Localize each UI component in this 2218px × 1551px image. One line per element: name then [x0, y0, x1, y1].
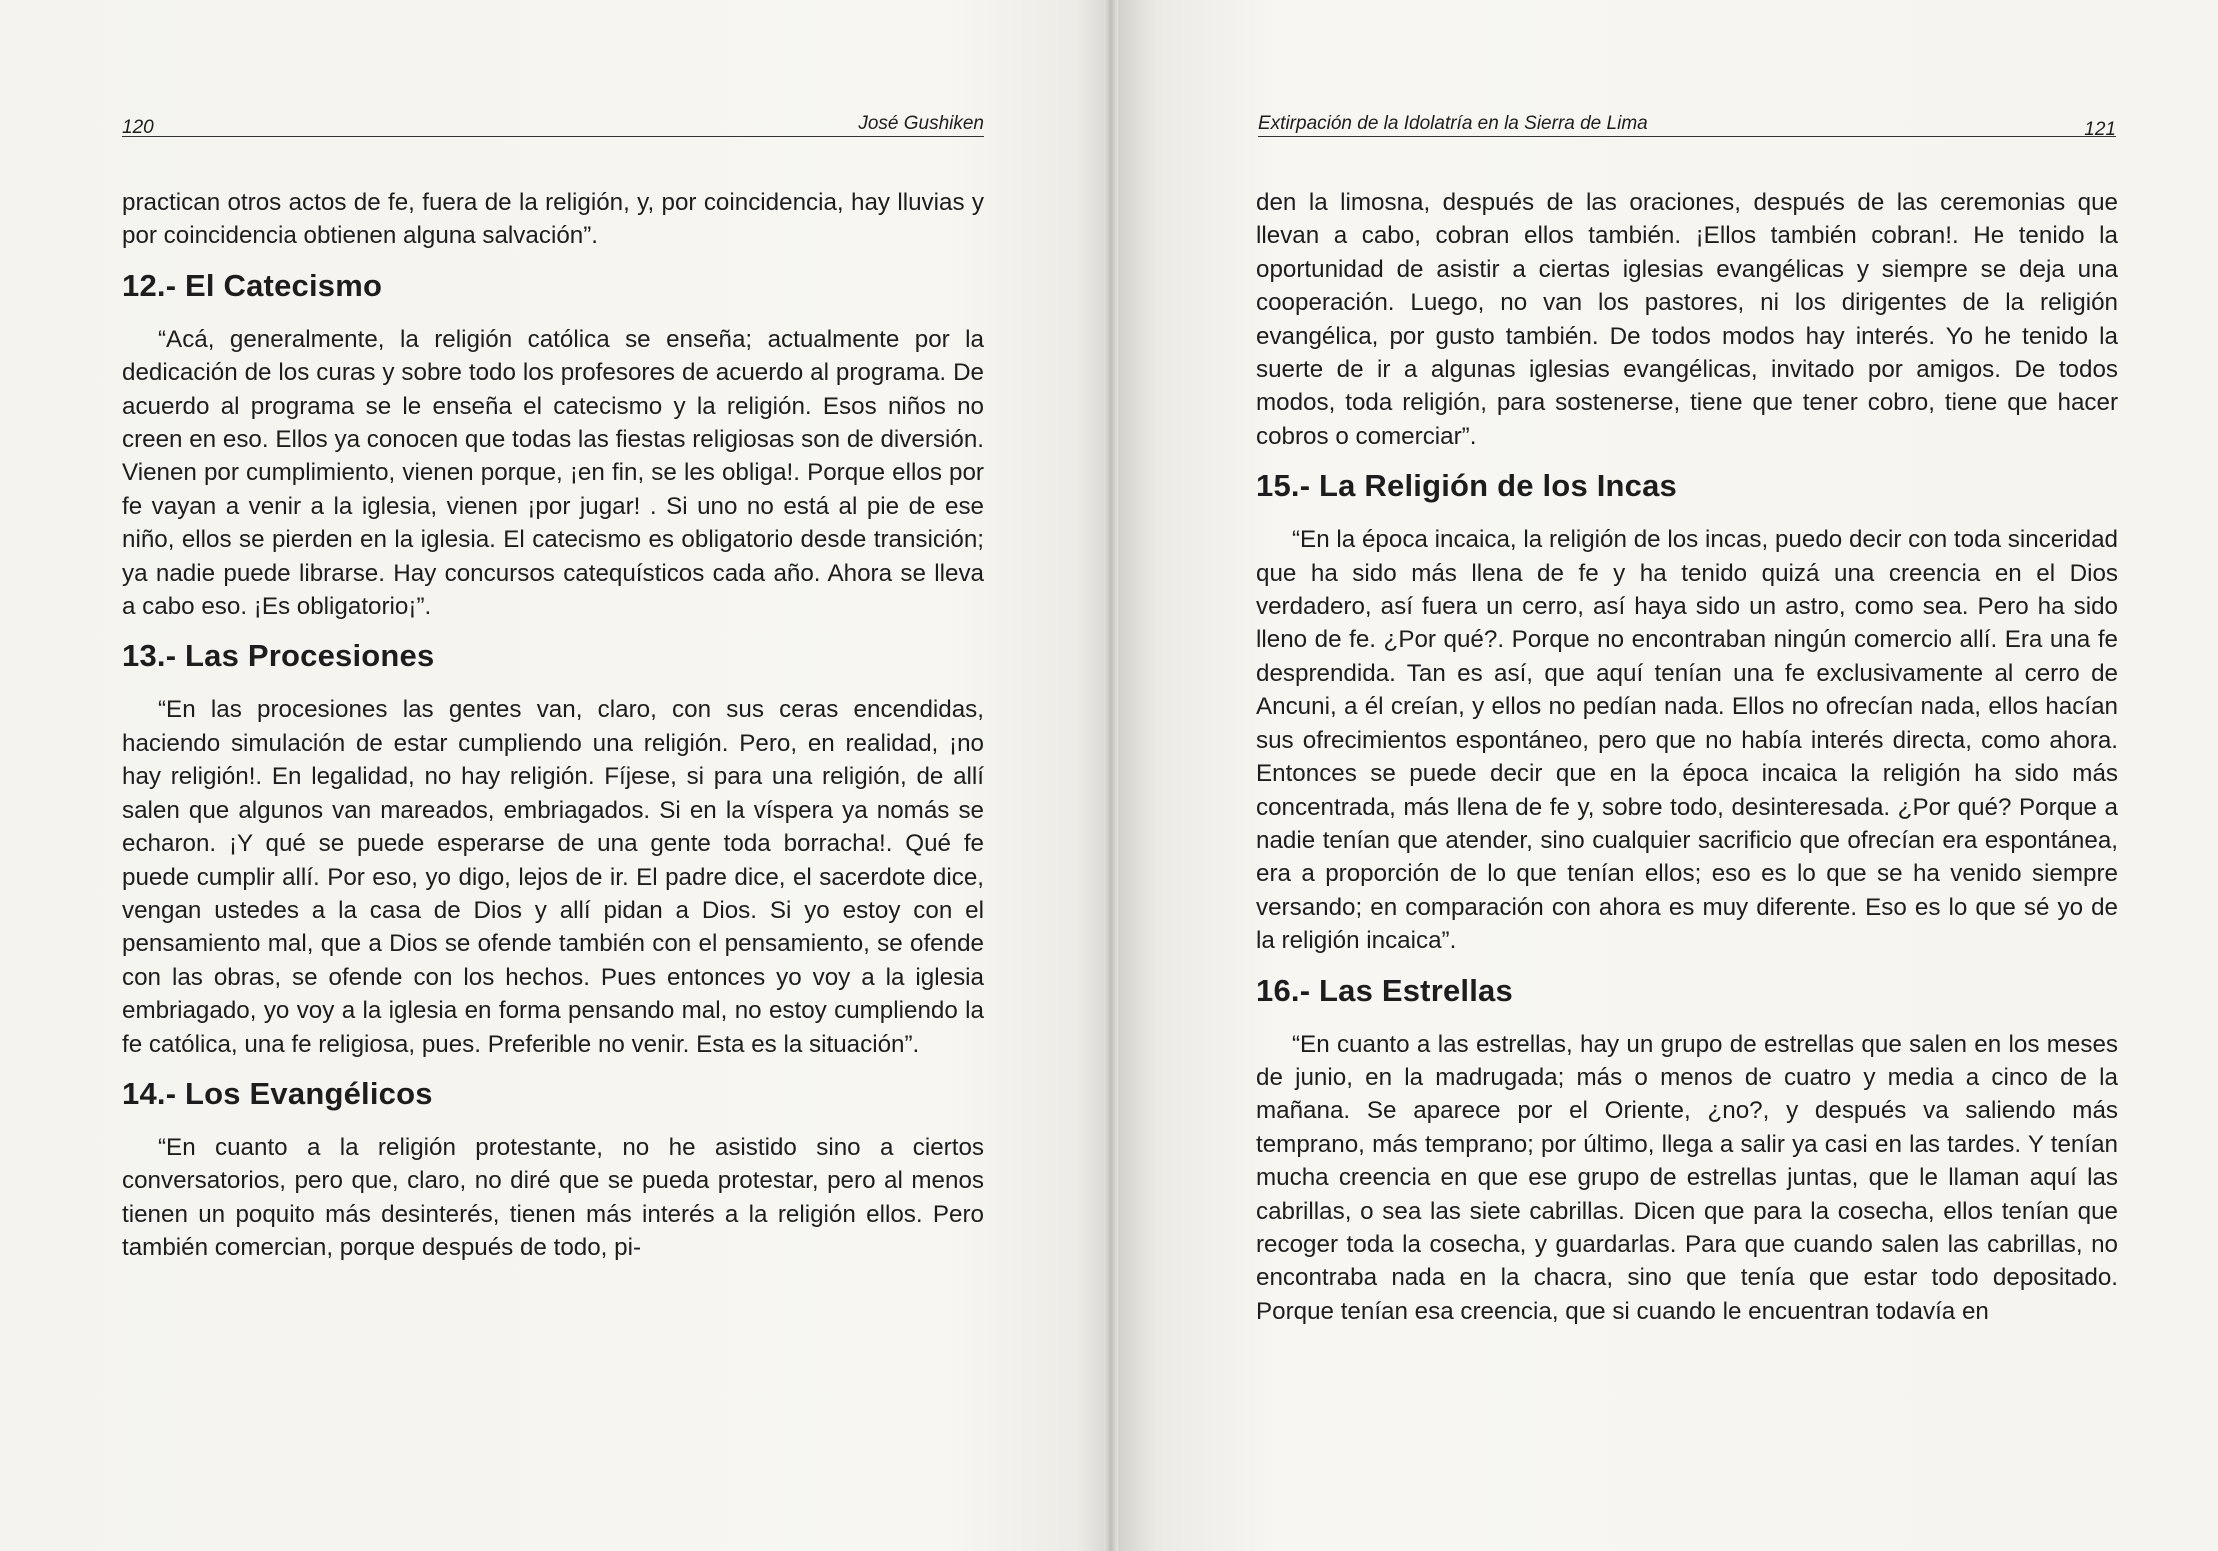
left-running-head	[122, 104, 984, 137]
right-running-head	[1258, 104, 2116, 140]
left-section-heading: 12.- El Catecismo	[122, 267, 383, 303]
left-page-number: 120	[122, 117, 154, 138]
right-running-head-title: Extirpación de la Idolatría en la Sierra de Lima	[1258, 113, 1648, 134]
right-page	[1112, 0, 2218, 1551]
right-section-heading: 16.- Las Estrellas	[1256, 972, 1513, 1008]
left-running-head-author: José Gushiken	[858, 113, 984, 134]
right-section-heading: 15.- La Religión de los Incas	[1256, 468, 1677, 504]
left-section-heading: 14.- Los Evangélicos	[122, 1075, 433, 1111]
book-gutter	[1104, 0, 1118, 1551]
left-paragraph: “Acá, generalmente, la religión católica se enseña; actualmente por la dedicación de los curas y sobre todo los profesores de acuerdo al programa. De acuerdo al programa se le enseña el catecismo y la religión. Esos niños no creen en eso. Ellos ya conocen que todas las fiestas religiosas son de diversión. Vienen por cumplimiento, vienen porque, ¡en fin, se les obliga!. Porque ellos por fe vayan a venir a la iglesia, vienen ¡por jugar! . Si uno no está al pie de ese niño, ellos se pierden en la iglesia. El catecismo es obligatorio desde transición; ya nadie puede librarse. Hay concursos catequísticos cada año. Ahora se lleva a cabo eso. ¡Es obligatorio¡”.	[122, 325, 984, 621]
right-paragraph: den la limosna, después de las oraciones, después de las ceremonias que llevan a cabo, cobran ellos también. ¡Ellos también cobran!. He tenido la oportunidad de asistir a ciertas iglesias evangélicas y siempre se deja una cooperación. Luego, no van los pastores, ni los dirigentes de la religión evangélica, por gusto también. De todos modos hay interés. Yo he tenido la suerte de ir a algunas iglesias evangélicas, invitado por amigos. De todos modos, toda religión, para sostenerse, tiene que tener cobro, tiene que hacer cobros o comerciar”.	[1256, 189, 2118, 450]
right-paragraph: “En cuanto a las estrellas, hay un grupo de estrellas que salen en los meses de junio, en la madrugada; más o menos de cuatro y media a cinco de la mañana. Se aparece por el Oriente, ¿no?, y después va saliendo más temprano, más temprano; por último, llega a salir ya casi en las tardes. Y tenían mucha creencia en que ese grupo de estrellas juntas, que le llaman aquí las cabrillas, o sea las siete cabrillas. Dicen que para la cosecha, ellos tenían que recoger toda la cosecha, y guardarlas. Para que cuando salen las cabrillas, no encontraba nada en la chacra, sino que tenía que estar todo depositado. Porque tenían esa creencia, que si cuando le encuentran todavía en	[1256, 1030, 2118, 1325]
right-paragraph: “En la época incaica, la religión de los incas, puedo decir con toda sinceridad que ha sido más llena de fe y ha tenido quizá una creencia en el Dios verdadero, así fuera un cerro, así haya sido un astro, como sea. Pero ha sido lleno de fe. ¿Por qué?. Porque no encontraban ningún comercio allí. Era una fe desprendida. Tan es así, que aquí tenían una fe exclusivamente al cerro de Ancuni, a él creían, y ellos no pedían nada. Ellos no ofrecían nada, ellos hacían sus ofrecimientos espontáneo, pero que no había interés directa, como ahora. Entonces se puede decir que en la época incaica la religión ha sido más concentrada, más llena de fe y, sobre todo, desinteresada. ¿Por qué? Porque a nadie tenían que atender, sino cualquier sacrificio que ofrecían era espontánea, era a proporción de lo que tenían ellos; eso es lo que se ha venido siempre versando; en comparación con ahora es muy diferente. Eso es lo que sé yo de la religión incaica”.	[1256, 526, 2118, 955]
right-page-number: 121	[2084, 119, 2116, 140]
left-page-body	[122, 186, 984, 1265]
left-paragraph: “En las procesiones las gentes van, claro, con sus ceras encendidas, haciendo simulación de estar cumpliendo una religión. Pero, en realidad, ¡no hay religión!. En legalidad, no hay religión. Fíjese, si para una religión, de allí salen que algunos van mareados, embriagados. Si en la víspera ya nomás se echaron. ¡Y qué se puede esperarse de una gente toda borracha!. Qué fe puede cumplir allí. Por eso, yo digo, lejos de ir. El padre dice, el sacerdote dice, vengan ustedes a la casa de Dios y allí pidan a Dios. Si yo estoy con el pensamiento mal, que a Dios se ofende también con el pensamiento, se ofende con las obras, se ofende con los hechos. Pues entonces yo voy a la iglesia embriagado, yo voy a la iglesia en forma pensando mal, no estoy cumpliendo la fe católica, una fe religiosa, pues. Preferible no venir. Esta es la situación”.	[122, 696, 984, 1058]
left-paragraph: practican otros actos de fe, fuera de la religión, y, por coincidencia, hay lluvias y por coincidencia obtienen alguna salvación”.	[122, 189, 984, 250]
right-page-body	[1256, 186, 2118, 1328]
left-section-heading: 13.- Las Procesiones	[122, 638, 435, 674]
left-paragraph: “En cuanto a la religión protestante, no he asistido sino a ciertos conversatorios, pero que, claro, no diré que se pueda protestar, pero al menos tienen un poquito más desinterés, tienen más interés a la religión ellos. Pero también comercian, porque después de todo, pi-	[122, 1133, 984, 1262]
